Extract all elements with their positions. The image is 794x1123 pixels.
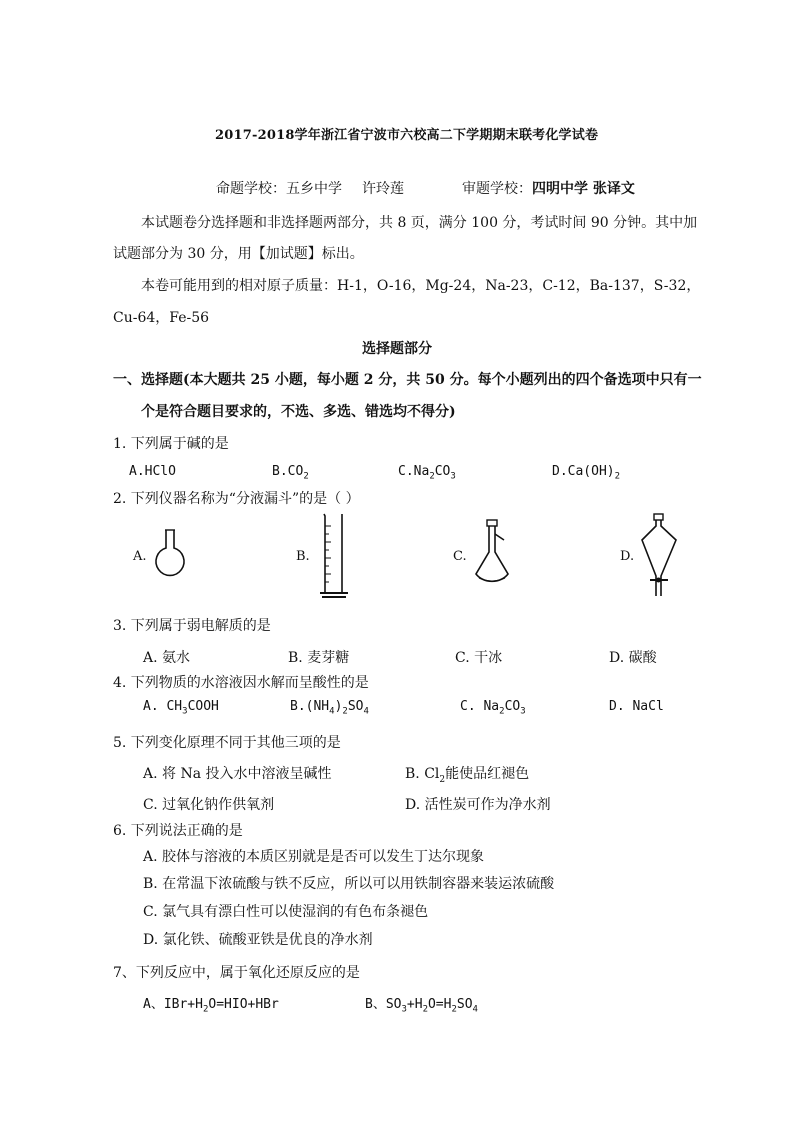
- q1-stem: 1. 下列属于碱的是: [113, 436, 229, 452]
- q6-option-b: B. 在常温下浓硫酸与铁不反应，所以可以用铁制容器来装运浓硫酸: [143, 876, 555, 892]
- q2-option-b: B.: [296, 549, 310, 564]
- section-heading: 选择题部分: [362, 341, 432, 357]
- section-instruction-1: 一、选择题(本大题共 25 小题，每小题 2 分，共 50 分。每个小题列出的四个备选项中只有一: [113, 372, 702, 388]
- q6-option-d: D. 氯化铁、硫酸亚铁是优良的净水剂: [143, 932, 373, 948]
- q2-option-c: C.: [453, 549, 467, 564]
- q4-stem: 4. 下列物质的水溶液因水解而呈酸性的是: [113, 675, 369, 691]
- intro-line-3: 本卷可能用到的相对原子质量：H-1，O-16，Mg-24，Na-23，C-12，Ba-137，S-32，: [141, 278, 701, 294]
- q1-option-b: $B.CO_2$: [272, 464, 309, 482]
- q5-option-d: D. 活性炭可作为净水剂: [405, 797, 551, 813]
- intro-line-2: 试题部分为 30 分，用【加试题】标出。: [113, 246, 364, 262]
- q5-stem: 5. 下列变化原理不同于其他三项的是: [113, 735, 341, 751]
- q4-option-d: D. NaCl: [609, 699, 664, 714]
- graduated-cylinder-image: [318, 512, 352, 600]
- intro-line-4: Cu-64，Fe-56: [113, 310, 210, 326]
- q1-option-a: A.HClO: [129, 464, 176, 479]
- q2-option-a: A.: [133, 549, 147, 564]
- q4-option-c: C. $Na_2CO_3$: [460, 699, 526, 717]
- q1-option-d: $D.Ca(OH)_2$: [552, 464, 621, 482]
- q4-option-a: A. $CH_3COOH$: [143, 699, 219, 717]
- q2-option-d: D.: [620, 549, 635, 564]
- distillation-flask-image: [470, 518, 520, 594]
- setter-label: 命题学校：五乡中学: [216, 181, 342, 197]
- q7-option-b: B、$SO_3+H_2O=H_2SO_4$: [365, 997, 478, 1015]
- q7-stem: 7、下列反应中，属于氧化还原反应的是: [113, 965, 360, 981]
- setter-name: 许玲莲: [362, 181, 404, 197]
- q3-option-d: D. 碳酸: [609, 650, 657, 666]
- round-bottom-flask-image: [150, 528, 190, 580]
- reviewer-school: 四明中学 张译文: [532, 181, 635, 197]
- document-title: 2017-2018学年浙江省宁波市六校高二下学期期末联考化学试卷: [215, 128, 599, 143]
- q3-stem: 3. 下列属于弱电解质的是: [113, 618, 271, 634]
- q1-option-c: $C.Na_2CO_3$: [398, 464, 456, 482]
- reviewer-label: 审题学校：: [462, 181, 532, 197]
- q4-option-b: $B.(NH_4)_2SO_4$: [290, 699, 369, 717]
- q5-option-a: A. 将 Na 投入水中溶液呈碱性: [143, 766, 332, 782]
- q5-option-b: B. $Cl_2$能使品红褪色: [405, 766, 530, 785]
- q6-stem: 6. 下列说法正确的是: [113, 823, 243, 839]
- q3-option-c: C. 干冰: [455, 650, 503, 666]
- q3-option-b: B. 麦芽糖: [288, 650, 350, 666]
- section-instruction-2: 个是符合题目要求的，不选、多选、错选均不得分): [141, 404, 456, 420]
- q2-stem: 2. 下列仪器名称为“分液漏斗”的是（ ）: [113, 491, 360, 507]
- q6-option-a: A. 胶体与溶液的本质区别就是是否可以发生丁达尔现象: [143, 849, 485, 865]
- intro-line-1: 本试题卷分选择题和非选择题两部分，共 8 页，满分 100 分，考试时间 90 分钟。其中加: [141, 215, 698, 231]
- separatory-funnel-image: [636, 512, 682, 600]
- q5-option-c: C. 过氧化钠作供氧剂: [143, 797, 275, 813]
- q6-option-c: C. 氯气具有漂白性可以使湿润的有色布条褪色: [143, 904, 429, 920]
- q3-option-a: A. 氨水: [143, 650, 191, 666]
- q7-option-a: A、$IBr+H_2O=HIO+HBr$: [143, 997, 279, 1015]
